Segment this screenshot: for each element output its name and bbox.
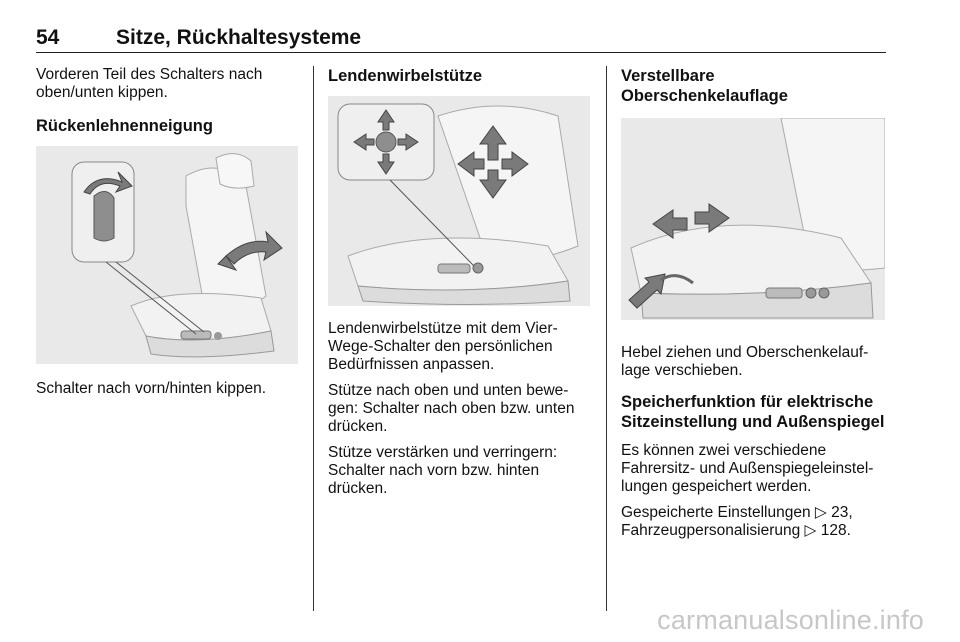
chapter-title: Sitze, Rückhaltesysteme xyxy=(116,26,362,49)
section-heading-thigh: Verstellbare Oberschenkelauflage xyxy=(621,67,788,105)
section-heading-recline: Rückenlehnenneigung xyxy=(36,117,213,135)
column-divider-1 xyxy=(313,66,314,611)
page-header xyxy=(36,26,886,53)
column-1 xyxy=(36,66,298,406)
lumbar-support-illustration xyxy=(328,96,590,306)
lumbar-paragraph-2: Stütze nach oben und unten bewe-gen: Schalter nach oben bzw. unten drücken. xyxy=(328,382,575,435)
seat-recline-illustration xyxy=(36,146,298,364)
recline-caption: Schalter nach vorn/hinten kippen. xyxy=(36,380,267,397)
lumbar-paragraph-1: Lendenwirbelstütze mit dem Vier-Wege-Schalter den persönlichen Bedürfnissen anpassen. xyxy=(328,320,558,373)
column-2 xyxy=(328,66,590,506)
memory-paragraph: Es können zwei verschiedene Fahrersitz- und Außenspiegeleinstel-lungen gespeichert werden. xyxy=(621,442,874,495)
page-number: 54 xyxy=(36,26,60,49)
section-heading-memory: Speicherfunktion für elektrische Sitzeinstellung und Außenspiegel xyxy=(621,393,885,431)
thigh-support-illustration xyxy=(621,118,885,320)
reference-arrow-icon: ▷ xyxy=(804,522,817,539)
column-divider-2 xyxy=(606,66,607,611)
section-heading-lumbar: Lendenwirbelstütze xyxy=(328,67,483,85)
watermark: carmanualsonline.info xyxy=(657,605,924,635)
thigh-caption: Hebel ziehen und Oberschenkelauf-lage verschieben. xyxy=(621,344,869,379)
column-3 xyxy=(621,66,887,548)
reference-arrow-icon: ▷ xyxy=(814,504,827,521)
memory-reference-1: Gespeicherte Einstellungen ▷ 23, Fahrzeugpersonalisierung ▷ 128. xyxy=(621,504,853,539)
lumbar-paragraph-3: Stütze verstärken und verringern: Schalter nach vorn bzw. hinten drücken. xyxy=(328,444,558,497)
intro-text: Vorderen Teil des Schalters nach oben/unten kippen. xyxy=(36,66,263,101)
